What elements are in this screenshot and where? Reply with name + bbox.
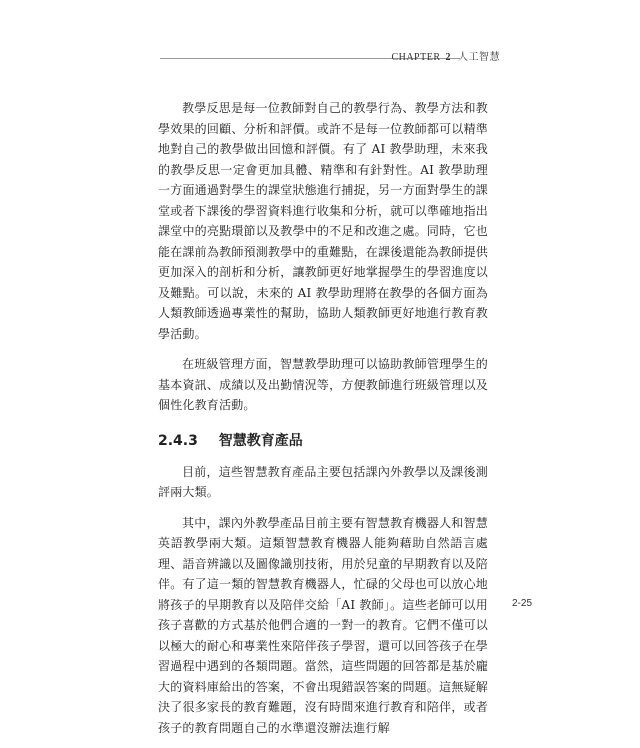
section-heading <box>158 430 488 452</box>
section-title: 智慧教育產品 <box>218 432 303 449</box>
page-body <box>158 98 488 748</box>
chapter-number: 2 <box>445 52 451 63</box>
page-number: 2-25 <box>511 598 532 609</box>
body-paragraph: 目前，這些智慧教育產品主要包括課內外教學以及課後測評兩大類。 <box>158 464 488 499</box>
body-paragraph: 教學反思是每一位教師對自己的教學行為、教學方法和教學效果的回顧、分析和評價。或許不是每一位教師都可以精準地對自己的教學做出回憶和評價。有了 AI 教學助理，未來我的教學反思一定會更加具體、精準和有針對性。AI 教學助理一方面通過對學生的課堂狀態進行捕捉，另一方面對學生的課堂或者下課後的學習資料進行收集和分析，就可以準確地指出課堂中的亮點環節以及教學中的不足和改進之處。同時，它也能在課前為教師預測教學中的重難點，在課後還能為教師提供更加深入的剖析和分析，讓教師更好地掌握學生的學習進度以及難點。可以說，未來的 AI 教學助理將在教學的各個方面為人類教師透過專業性的幫助，協助人類教師更好地進行教育教學活動。 <box>158 101 488 341</box>
section-number: 2.4.3 <box>158 432 198 449</box>
chapter-title: 人工智慧 <box>458 52 500 63</box>
body-paragraph: 在班級管理方面，智慧教學助理可以協助教師管理學生的基本資訊、成績以及出勤情況等，方便教師進行班級管理以及個性化教育活動。 <box>158 357 488 412</box>
chapter-label: CHAPTER <box>391 52 441 63</box>
body-paragraph: 其中，課內外教學產品目前主要有智慧教育機器人和智慧英語教學兩大類。這類智慧教育機器人能夠藉助自然語言處理、語音辨識以及圖像識別技術，用於兒童的早期教育以及陪伴。有了這一類的智慧教育機器人，忙碌的父母也可以放心地將孩子的早期教育以及陪伴交給「AI 教師」。這些老師可以用孩子喜歡的方式基於他們合適的一對一的教育。它們不僅可以以極大的耐心和專業性來陪伴孩子學習，還可以回答孩子在學習過程中遇到的各類問題。當然，這些問題的回答都是基於龐大的資料庫給出的答案，不會出現錯誤答案的問題。這無疑解決了很多家長的教育難題，沒有時間來進行教育和陪伴，或者孩子的教育問題自己的水準還沒辦法進行解 <box>158 515 488 735</box>
running-header <box>391 48 500 63</box>
